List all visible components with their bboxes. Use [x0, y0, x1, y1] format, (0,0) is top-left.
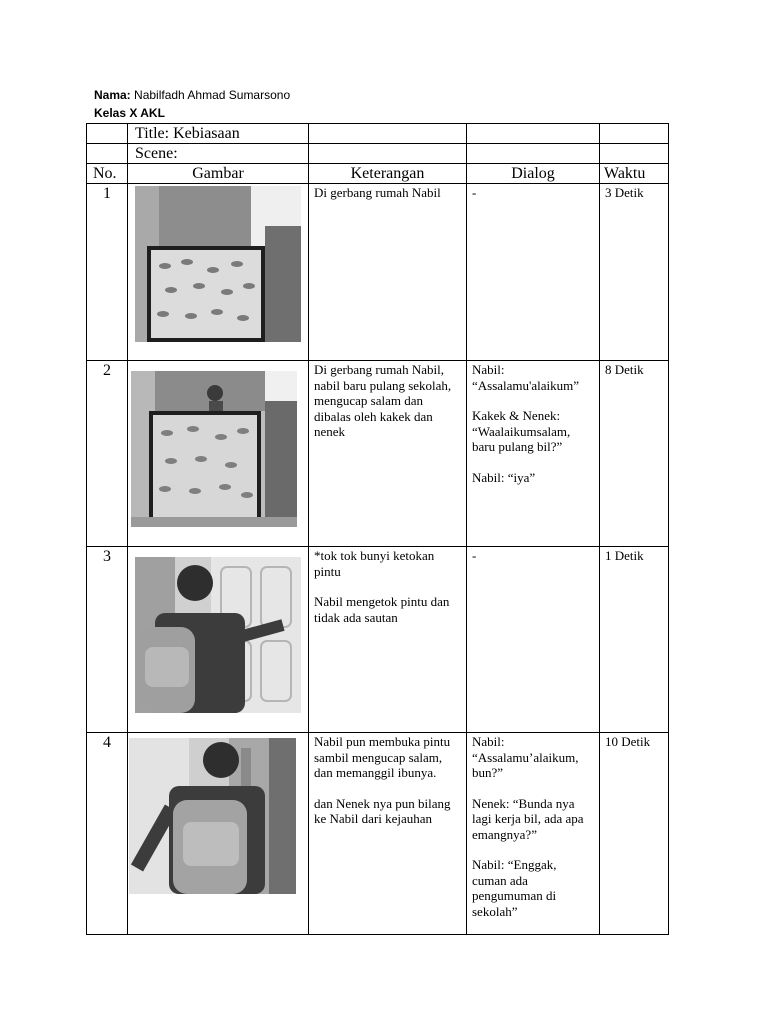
- waktu-cell: 3 Detik: [600, 184, 669, 361]
- dialog-cell: [467, 733, 600, 935]
- dialog-cell: [467, 184, 600, 361]
- scene-image-cell: [128, 733, 309, 935]
- column-header-gambar: Gambar: [128, 164, 309, 184]
- scene-label: Scene:: [128, 144, 309, 164]
- dialog-text: Nabil: “Assalamu’alaikum, bun?”: [472, 734, 579, 780]
- dialog-cell: [467, 361, 600, 547]
- dialog-text: -: [472, 185, 477, 200]
- scene-image-cell: [128, 184, 309, 361]
- scene-row-2: [87, 361, 669, 547]
- keterangan-text: Di gerbang rumah Nabil: [314, 185, 441, 200]
- keterangan-text: Nabil mengetok pintu dan tidak ada sautan: [314, 594, 450, 625]
- scene-number: 3: [87, 547, 128, 733]
- dialog-text: Nenek: “Bunda nya lagi kerja bil, ada apa emangnya?”: [472, 795, 584, 842]
- boy-opening-door-photo: [129, 738, 296, 894]
- column-header-waktu: Waktu: [600, 164, 669, 184]
- storyboard-title: Title: Kebiasaan: [128, 124, 309, 144]
- scene-row: [87, 144, 669, 164]
- keterangan-text: Di gerbang rumah Nabil, nabil baru pulang sekolah, mengucap salam dan dibalas oleh kakek dan nenek: [314, 362, 452, 439]
- waktu-cell: 8 Detik: [600, 361, 669, 547]
- scene-number: 1: [87, 184, 128, 361]
- keterangan-cell: [309, 733, 467, 935]
- name-line: [94, 86, 290, 104]
- keterangan-text: Nabil pun membuka pintu sambil mengucap salam, dan memanggil ibunya.: [314, 734, 451, 780]
- scene-image-cell: [128, 547, 309, 733]
- column-header-dialog: Dialog: [467, 164, 600, 184]
- scene-row-3: [87, 547, 669, 733]
- column-header-keterangan: Keterangan: [309, 164, 467, 184]
- scene-row-4: [87, 733, 669, 935]
- scene-number: 4: [87, 733, 128, 935]
- keterangan-cell: [309, 184, 467, 361]
- dialog-text: Nabil: “Assalamu'alaikum”: [472, 362, 580, 393]
- dialog-text: Nabil: “Enggak, cuman ada pengumuman di sekolah”: [472, 857, 557, 919]
- waktu-cell: 1 Detik: [600, 547, 669, 733]
- scene-row-1: [87, 184, 669, 361]
- gate-photo: [135, 186, 301, 342]
- dialog-cell: [467, 547, 600, 733]
- document-header: [94, 86, 290, 122]
- storyboard-table: [86, 123, 669, 935]
- class-line: Kelas X AKL: [94, 106, 165, 120]
- waktu-cell: 10 Detik: [600, 733, 669, 935]
- scene-image-cell: [128, 361, 309, 547]
- boy-behind-gate-photo: [131, 371, 297, 527]
- name-value: Nabilfadh Ahmad Sumarsono: [134, 88, 291, 102]
- keterangan-cell: [309, 361, 467, 547]
- column-header-row: [87, 164, 669, 184]
- column-header-no: No.: [87, 164, 128, 184]
- boy-knocking-door-photo: [135, 557, 301, 713]
- name-label: Nama:: [94, 88, 131, 102]
- title-row: [87, 124, 669, 144]
- keterangan-cell: [309, 547, 467, 733]
- keterangan-text: dan Nenek nya pun bilang ke Nabil dari kejauhan: [314, 795, 451, 826]
- dialog-text: -: [472, 548, 477, 563]
- dialog-text: Nabil: “iya”: [472, 469, 536, 485]
- keterangan-text: *tok tok bunyi ketokan pintu: [314, 548, 435, 579]
- scene-number: 2: [87, 361, 128, 547]
- dialog-text: Kakek & Nenek: “Waalaikumsalam, baru pulang bil?”: [472, 408, 571, 454]
